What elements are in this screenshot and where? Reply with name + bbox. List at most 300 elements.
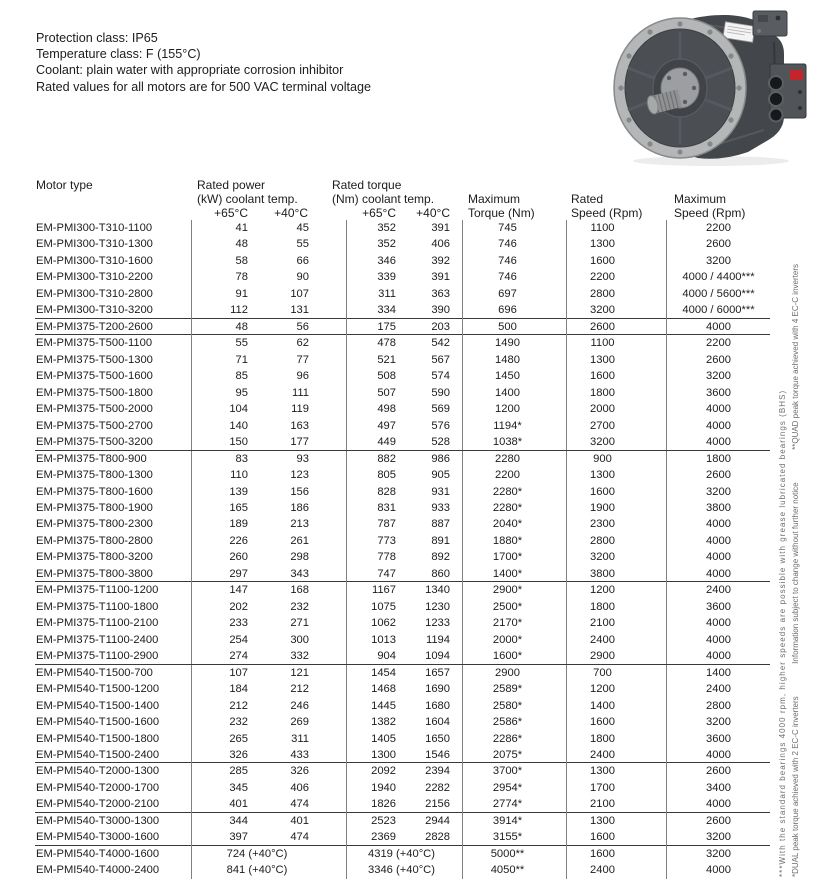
cell-power-40: 107: [262, 286, 347, 302]
cell-torque-40: 1340: [402, 582, 463, 598]
cell-power-65: 139: [229, 485, 248, 498]
cell-motor-type: EM-PMI375-T800-900: [35, 451, 192, 467]
table-row: [35, 335, 770, 351]
cell-torque-65: 773: [377, 534, 396, 547]
cell-max-speed: 2600: [706, 814, 731, 827]
cell-motor-type: EM-PMI540-T2000-1300: [35, 763, 192, 779]
table-row: [35, 434, 770, 450]
cell-rated-speed: 1800: [567, 385, 667, 401]
table-row: [35, 780, 770, 796]
cell-torque-65: 346: [377, 254, 396, 267]
cell-power-65: 184: [229, 683, 248, 696]
cell-max-torque: 1600*: [463, 648, 567, 664]
cell-rated-speed: 900: [567, 451, 667, 467]
table-row: [35, 648, 770, 664]
header-power-65: +65°C: [214, 206, 248, 220]
cell-max-speed: 4000: [706, 551, 731, 564]
cell-torque-40: 542: [402, 335, 463, 351]
cell-power-40: 156: [262, 484, 347, 500]
cell-torque-40: 569: [402, 401, 463, 417]
cell-power-40: 177: [262, 434, 347, 450]
cell-power-40: 269: [262, 714, 347, 730]
cell-torque-40: 1546: [402, 747, 463, 763]
cell-max-speed: 1800: [706, 452, 731, 465]
cell-power-65: 345: [229, 781, 248, 794]
cell-rated-speed: 2100: [567, 615, 667, 631]
table-row: [35, 286, 770, 302]
cell-max-torque: 2280*: [463, 484, 567, 500]
cell-max-torque: 1200: [463, 401, 567, 417]
cell-power-40: 119: [262, 401, 347, 417]
cell-motor-type: EM-PMI375-T800-2800: [35, 533, 192, 549]
cell-power-65: 71: [235, 353, 248, 366]
cell-torque-65: 1382: [371, 716, 396, 729]
table-row: [35, 731, 770, 747]
cell-power-merged: 724 (+40°C): [192, 846, 347, 862]
cell-power-40: 401: [262, 813, 347, 829]
header-max-speed: Maximum Speed (Rpm): [674, 192, 746, 220]
table-row: [35, 582, 770, 598]
cell-torque-65: 2369: [371, 831, 396, 844]
cell-max-speed: 4000: [706, 419, 731, 432]
cell-motor-type: EM-PMI375-T500-1100: [35, 335, 192, 351]
footnote-dual: *DUAL peak torque achieved with 2 EC-C inverters: [791, 696, 800, 877]
cell-max-torque: 2286*: [463, 731, 567, 747]
cell-torque-65: 1013: [371, 633, 396, 646]
cell-max-torque: 697: [463, 286, 567, 302]
cell-max-speed: 4000: [706, 403, 731, 416]
header-rated-speed: Rated Speed (Rpm): [571, 192, 643, 220]
cell-power-65: 226: [229, 534, 248, 547]
cell-torque-40: 887: [402, 516, 463, 532]
cell-max-torque: 696: [463, 302, 567, 318]
cell-max-torque: 500: [463, 319, 567, 335]
cell-power-65: 107: [229, 666, 248, 679]
cell-max-torque: 1450: [463, 368, 567, 384]
cell-rated-speed: 2400: [567, 862, 667, 878]
cell-rated-speed: 2900: [567, 648, 667, 664]
cell-max-torque: 1400*: [463, 566, 567, 582]
cell-motor-type: EM-PMI540-T2000-2100: [35, 796, 192, 812]
cell-rated-speed: 3800: [567, 566, 667, 582]
cell-max-speed: 2600: [706, 238, 731, 251]
cell-torque-40: 1657: [402, 665, 463, 681]
cell-torque-65: 521: [377, 353, 396, 366]
cell-motor-type: EM-PMI375-T500-3200: [35, 434, 192, 450]
cell-motor-type: EM-PMI375-T500-2700: [35, 418, 192, 434]
cell-power-65: 83: [235, 452, 248, 465]
cell-motor-type: EM-PMI300-T310-3200: [35, 302, 192, 318]
cell-motor-type: EM-PMI540-T1500-1400: [35, 698, 192, 714]
cell-max-speed: 2200: [706, 222, 731, 234]
cell-torque-40: 931: [402, 484, 463, 500]
cell-rated-speed: 1400: [567, 698, 667, 714]
cell-max-torque: 3700*: [463, 763, 567, 779]
cell-motor-type: EM-PMI375-T500-1600: [35, 368, 192, 384]
cell-rated-speed: 1200: [567, 582, 667, 598]
cell-max-speed: 4000: [706, 633, 731, 646]
cell-rated-speed: 1800: [567, 731, 667, 747]
table-row: [35, 665, 770, 681]
cell-rated-speed: 1600: [567, 253, 667, 269]
cell-torque-65: 1405: [371, 732, 396, 745]
cell-power-65: 110: [230, 469, 248, 482]
table-row: [35, 401, 770, 417]
cell-motor-type: EM-PMI540-T2000-1700: [35, 780, 192, 796]
cell-max-torque: 746: [463, 253, 567, 269]
cell-max-torque: 746: [463, 269, 567, 285]
cell-rated-speed: 1300: [567, 467, 667, 483]
motor-product-photo: [606, 8, 810, 170]
cell-rated-speed: 1300: [567, 763, 667, 779]
cell-motor-type: EM-PMI540-T3000-1300: [35, 813, 192, 829]
cell-max-speed: 4000 / 4400***: [682, 271, 755, 284]
cell-motor-type: EM-PMI375-T1100-2900: [35, 648, 192, 664]
cell-torque-40: 363: [402, 286, 463, 302]
cell-motor-type: EM-PMI540-T1500-700: [35, 665, 192, 681]
cell-motor-type: EM-PMI300-T310-1600: [35, 253, 192, 269]
cell-rated-speed: 2600: [567, 319, 667, 335]
cell-max-speed: 4000 / 5600***: [682, 287, 755, 300]
cell-motor-type: EM-PMI375-T1100-2100: [35, 615, 192, 631]
cell-motor-type: EM-PMI540-T1500-2400: [35, 747, 192, 763]
cell-torque-65: 1062: [371, 617, 396, 630]
table-row: [35, 763, 770, 779]
cell-max-speed: 4000: [706, 534, 731, 547]
cell-motor-type: EM-PMI375-T200-2600: [35, 319, 192, 335]
cell-power-40: 96: [262, 368, 347, 384]
cell-power-65: 165: [229, 501, 248, 514]
cell-power-65: 140: [229, 419, 248, 432]
cell-torque-65: 339: [377, 271, 396, 284]
cell-torque-40: 567: [402, 352, 463, 368]
cell-max-torque: 2900: [463, 665, 567, 681]
cell-torque-40: 1680: [402, 698, 463, 714]
cell-max-torque: 2280*: [463, 500, 567, 516]
cell-power-65: 55: [235, 337, 248, 350]
table-row: [35, 269, 770, 285]
cell-torque-65: 497: [377, 419, 396, 432]
cell-torque-40: 576: [402, 418, 463, 434]
table-row: [35, 516, 770, 532]
cell-torque-65: 1826: [371, 798, 396, 811]
cell-torque-65: 334: [377, 304, 396, 317]
footnote-column: [790, 264, 801, 877]
cell-rated-speed: 1100: [567, 220, 667, 236]
cell-max-torque: 1038*: [463, 434, 567, 450]
cell-rated-speed: 1900: [567, 500, 667, 516]
cell-power-40: 246: [262, 698, 347, 714]
cell-power-65: 91: [235, 287, 248, 300]
cell-max-speed: 2400: [706, 683, 731, 696]
cell-torque-40: 860: [402, 566, 463, 582]
cell-power-65: 265: [229, 732, 248, 745]
cell-torque-65: 1468: [371, 683, 396, 696]
cell-power-65: 326: [229, 749, 248, 761]
table-row: [35, 500, 770, 516]
cell-max-torque: 1480: [463, 352, 567, 368]
cell-max-speed: 3600: [706, 732, 731, 745]
cell-power-65: 397: [229, 831, 248, 844]
cell-motor-type: EM-PMI375-T500-1300: [35, 352, 192, 368]
cell-torque-65: 831: [377, 501, 396, 514]
cell-motor-type: EM-PMI300-T310-2800: [35, 286, 192, 302]
table-row: [35, 829, 770, 845]
cell-rated-speed: 2800: [567, 286, 667, 302]
cell-torque-merged: 3346 (+40°C): [347, 862, 463, 878]
protection-class-line: Protection class: IP65: [36, 31, 158, 45]
cell-power-merged: 841 (+40°C): [192, 862, 347, 878]
cell-motor-type: EM-PMI540-T3000-1600: [35, 829, 192, 845]
cell-torque-65: 778: [377, 551, 396, 564]
cell-max-torque: 5000**: [463, 846, 567, 862]
cell-power-40: 131: [262, 302, 347, 318]
cell-torque-merged: 4319 (+40°C): [347, 846, 463, 862]
cell-power-65: 401: [229, 798, 248, 811]
cell-max-torque: 2900*: [463, 582, 567, 598]
cell-power-40: 213: [262, 516, 347, 532]
cell-rated-speed: 1300: [567, 236, 667, 252]
cell-rated-speed: 1600: [567, 484, 667, 500]
cell-max-torque: 2954*: [463, 780, 567, 796]
cell-max-torque: 4050**: [463, 862, 567, 878]
cell-power-40: 298: [262, 549, 347, 565]
cell-torque-40: 528: [402, 434, 463, 450]
table-row: [35, 253, 770, 269]
cell-power-40: 93: [262, 451, 347, 467]
cell-torque-40: 2156: [402, 796, 463, 812]
cell-max-torque: 1700*: [463, 549, 567, 565]
cell-rated-speed: 700: [567, 665, 667, 681]
table-row: [35, 236, 770, 252]
cell-power-40: 406: [262, 780, 347, 796]
spec-info-block: [36, 30, 371, 95]
cell-motor-type: EM-PMI375-T500-2000: [35, 401, 192, 417]
cell-rated-speed: 3200: [567, 549, 667, 565]
cell-max-torque: 2040*: [463, 516, 567, 532]
table-row: [35, 368, 770, 384]
cell-max-torque: 2774*: [463, 796, 567, 812]
cell-torque-40: 2394: [402, 763, 463, 779]
cell-power-65: 95: [235, 386, 248, 399]
cell-power-40: 90: [262, 269, 347, 285]
cell-torque-40: 391: [402, 220, 463, 236]
cell-torque-65: 352: [377, 238, 396, 251]
cell-power-65: 112: [230, 304, 248, 317]
cell-max-torque: 3155*: [463, 829, 567, 845]
cell-torque-65: 498: [377, 403, 396, 416]
cell-motor-type: EM-PMI540-T1500-1200: [35, 681, 192, 697]
cell-power-40: 474: [262, 829, 347, 845]
header-torque-40: +40°C: [416, 206, 450, 220]
cell-power-40: 62: [262, 335, 347, 351]
cell-rated-speed: 2800: [567, 533, 667, 549]
cell-rated-speed: 2000: [567, 401, 667, 417]
cell-max-torque: 2586*: [463, 714, 567, 730]
cell-max-speed: 4000: [706, 798, 731, 811]
cell-power-40: 261: [262, 533, 347, 549]
cell-power-40: 186: [262, 500, 347, 516]
cell-rated-speed: 1600: [567, 714, 667, 730]
table-row: [35, 451, 770, 467]
cell-max-torque: 2075*: [463, 747, 567, 763]
cell-max-speed: 4000: [706, 650, 731, 663]
cell-rated-speed: 1600: [567, 368, 667, 384]
cell-power-65: 233: [229, 617, 248, 630]
table-row: [35, 698, 770, 714]
cell-max-speed: 4000: [706, 518, 731, 531]
cell-power-65: 48: [235, 320, 248, 333]
cell-max-speed: 3200: [706, 831, 731, 844]
cell-max-speed: 4000: [706, 436, 731, 449]
cell-power-65: 254: [229, 633, 248, 646]
table-row: [35, 533, 770, 549]
cell-max-torque: 3914*: [463, 813, 567, 829]
cell-torque-65: 747: [377, 567, 396, 580]
cell-motor-type: EM-PMI375-T800-3800: [35, 566, 192, 582]
cell-power-65: 202: [229, 600, 248, 613]
cell-torque-40: 986: [402, 451, 463, 467]
cell-torque-65: 1454: [371, 666, 396, 679]
cell-max-speed: 4000: [706, 617, 731, 630]
cell-power-65: 212: [229, 699, 248, 712]
table-row: [35, 220, 770, 236]
cell-max-speed: 2600: [706, 469, 731, 482]
header-power-40: +40°C: [274, 206, 308, 220]
cell-torque-65: 449: [377, 436, 396, 449]
cell-torque-40: 1233: [402, 615, 463, 631]
cell-torque-65: 507: [377, 386, 396, 399]
cell-power-40: 56: [262, 319, 347, 335]
cell-max-speed: 2800: [706, 699, 731, 712]
cell-torque-65: 904: [377, 650, 396, 663]
header-max-torque: Maximum Torque (Nm): [468, 192, 535, 220]
footnote-quad: **QUAD peak torque achieved with 4 EC-C inverters: [791, 264, 800, 450]
cell-torque-40: 590: [402, 385, 463, 401]
cell-torque-65: 1300: [371, 749, 396, 761]
cell-power-65: 104: [229, 403, 248, 416]
cell-motor-type: EM-PMI540-T1500-1800: [35, 731, 192, 747]
table-row: [35, 632, 770, 648]
cell-max-speed: 2200: [706, 337, 731, 350]
cell-torque-40: 933: [402, 500, 463, 516]
cell-rated-speed: 3200: [567, 302, 667, 318]
table-row: [35, 352, 770, 368]
cell-motor-type: EM-PMI375-T1100-1800: [35, 599, 192, 615]
header-rated-power: Rated power (kW) coolant temp.: [197, 178, 298, 206]
cell-power-65: 150: [229, 436, 248, 449]
cell-power-65: 344: [229, 814, 248, 827]
cell-torque-40: 1094: [402, 648, 463, 664]
cell-rated-speed: 3200: [567, 434, 667, 450]
table-row: [35, 599, 770, 615]
cell-max-speed: 3200: [706, 485, 731, 498]
cell-power-65: 58: [235, 254, 248, 267]
cell-motor-type: EM-PMI540-T4000-1600: [35, 846, 192, 862]
cell-rated-speed: 2300: [567, 516, 667, 532]
cell-power-65: 297: [229, 567, 248, 580]
cell-power-40: 66: [262, 253, 347, 269]
cell-torque-65: 1445: [371, 699, 396, 712]
table-row: [35, 566, 770, 582]
cell-max-torque: 745: [463, 220, 567, 236]
table-row: [35, 418, 770, 434]
cell-torque-65: 311: [378, 287, 396, 300]
cell-max-torque: 746: [463, 236, 567, 252]
cell-torque-40: 2828: [402, 829, 463, 845]
cell-motor-type: EM-PMI375-T800-1600: [35, 484, 192, 500]
cell-max-speed: 4000: [706, 749, 731, 761]
rated-values-line: Rated values for all motors are for 500 VAC terminal voltage: [36, 79, 372, 94]
cell-max-speed: 2400: [706, 584, 731, 597]
cell-rated-speed: 1600: [567, 829, 667, 845]
cell-motor-type: EM-PMI300-T310-1300: [35, 236, 192, 252]
cell-max-torque: 2200: [463, 467, 567, 483]
cell-torque-40: 1690: [402, 681, 463, 697]
table-row: [35, 385, 770, 401]
cell-torque-65: 1940: [371, 781, 396, 794]
cell-max-torque: 1400: [463, 385, 567, 401]
header-torque-65: +65°C: [362, 206, 396, 220]
cell-power-65: 232: [229, 716, 248, 729]
cell-torque-40: 406: [402, 236, 463, 252]
cell-torque-40: 203: [402, 319, 463, 335]
cell-power-40: 343: [262, 566, 347, 582]
cell-torque-40: 1194: [402, 632, 463, 648]
cell-max-torque: 2580*: [463, 698, 567, 714]
cell-torque-65: 1167: [371, 584, 396, 597]
cell-torque-40: 2282: [402, 780, 463, 796]
cell-max-speed: 4000: [706, 320, 731, 333]
cell-max-torque: 2000*: [463, 632, 567, 648]
cell-power-40: 121: [262, 665, 347, 681]
table-row: [35, 302, 770, 318]
cell-power-40: 433: [262, 747, 347, 763]
cell-rated-speed: 1100: [567, 335, 667, 351]
cell-power-40: 271: [262, 615, 347, 631]
cell-torque-65: 352: [377, 222, 396, 234]
cell-torque-40: 390: [402, 302, 463, 318]
cell-torque-65: 805: [377, 469, 396, 482]
cell-torque-65: 787: [377, 518, 396, 531]
temperature-class-line: Temperature class: F (155°C): [36, 47, 201, 62]
table-row: [35, 846, 770, 862]
cell-max-speed: 3800: [706, 501, 731, 514]
cell-power-40: 45: [262, 220, 347, 236]
cell-rated-speed: 2100: [567, 796, 667, 812]
footnote-bearings: ***With the standard bearings 4000 rpm, higher speeds are possible with grease lubricated bearings (BHS): [778, 389, 787, 877]
footnote-info: Information subject to change without further notice: [791, 482, 800, 664]
cell-motor-type: EM-PMI375-T500-1800: [35, 385, 192, 401]
table-row: [35, 549, 770, 565]
cell-motor-type: EM-PMI375-T800-2300: [35, 516, 192, 532]
cell-max-torque: 2280: [463, 451, 567, 467]
cell-torque-40: 1650: [402, 731, 463, 747]
cell-max-speed: 3200: [706, 716, 731, 729]
cell-torque-40: 892: [402, 549, 463, 565]
cell-power-40: 123: [262, 467, 347, 483]
cell-rated-speed: 1300: [567, 352, 667, 368]
table-row: [35, 484, 770, 500]
cell-torque-65: 508: [377, 370, 396, 383]
cell-power-65: 189: [229, 518, 248, 531]
cell-motor-type: EM-PMI540-T1500-1600: [35, 714, 192, 730]
cell-power-40: 212: [262, 681, 347, 697]
cell-torque-40: 891: [402, 533, 463, 549]
table-row: [35, 714, 770, 730]
cell-rated-speed: 1700: [567, 780, 667, 796]
cell-power-40: 111: [262, 385, 347, 401]
